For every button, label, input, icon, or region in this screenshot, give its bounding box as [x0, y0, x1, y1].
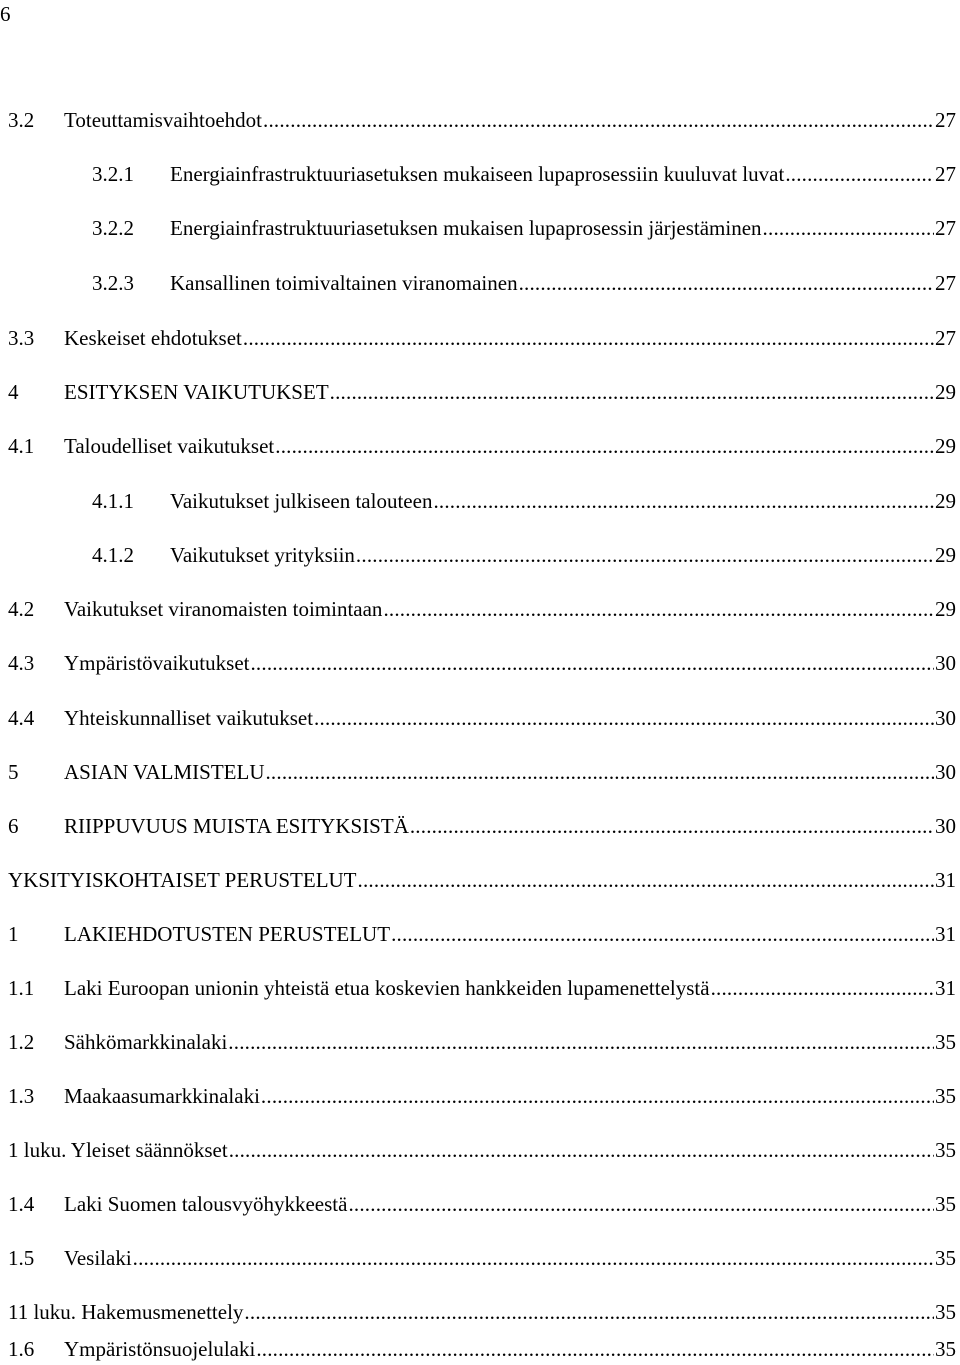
toc-entry-title: Kansallinen toimivaltainen viranomainen	[170, 271, 518, 295]
toc-dot-leader	[314, 703, 934, 733]
toc-entry-title: Ympäristönsuojelulaki	[64, 1337, 256, 1361]
toc-entry-number: 1.6	[8, 1337, 35, 1361]
toc-entry-title: ASIAN VALMISTELU	[64, 760, 265, 784]
toc-entry[interactable]	[0, 594, 960, 624]
toc-entry-title: Vaikutukset julkiseen talouteen	[170, 489, 433, 513]
toc-entry[interactable]	[0, 1243, 960, 1273]
toc-dot-leader	[410, 811, 934, 841]
toc-dot-leader	[263, 105, 934, 135]
toc-entry[interactable]	[0, 268, 960, 298]
toc-entry[interactable]	[0, 540, 960, 570]
toc-entry-page: 29	[935, 380, 956, 404]
toc-entry-number: 1	[8, 922, 19, 946]
toc-entry-title: ESITYKSEN VAIKUTUKSET	[64, 380, 329, 404]
toc-dot-leader	[229, 1135, 934, 1165]
toc-entry-number: 3.2.2	[92, 216, 134, 240]
toc-entry-page: 35	[935, 1084, 956, 1108]
toc-dot-leader	[383, 594, 934, 624]
toc-dot-leader	[711, 973, 934, 1003]
toc-entry[interactable]	[0, 648, 960, 678]
toc-dot-leader	[244, 1297, 934, 1327]
toc-dot-leader	[391, 919, 934, 949]
toc-entry-page: 27	[935, 108, 956, 132]
toc-entry-title: Laki Suomen talousvyöhykkeestä	[64, 1192, 348, 1216]
toc-dot-leader	[228, 1027, 934, 1057]
toc-entry[interactable]	[0, 1297, 960, 1327]
toc-entry[interactable]	[0, 703, 960, 733]
toc-entry[interactable]	[0, 323, 960, 353]
toc-entry[interactable]	[0, 431, 960, 461]
toc-dot-leader	[133, 1243, 934, 1273]
toc-dot-leader	[275, 431, 934, 461]
toc-entry-number: 4.1.1	[92, 489, 134, 513]
toc-entry-page: 35	[935, 1300, 956, 1324]
toc-entry-number: 6	[8, 814, 19, 838]
toc-entry-page: 31	[935, 922, 956, 946]
toc-entry-title: YKSITYISKOHTAISET PERUSTELUT	[8, 868, 357, 892]
toc-entry-page: 29	[935, 543, 956, 567]
toc-entry-page: 27	[935, 162, 956, 186]
toc-entry[interactable]	[0, 1189, 960, 1219]
toc-entry-title: 11 luku. Hakemusmenettely	[8, 1300, 244, 1324]
toc-dot-leader	[256, 1334, 934, 1364]
toc-entry-page: 27	[935, 326, 956, 350]
toc-entry-page: 30	[935, 651, 956, 675]
toc-entry-number: 1.1	[8, 976, 35, 1000]
toc-entry-page: 29	[935, 434, 956, 458]
toc-entry[interactable]	[0, 105, 960, 135]
toc-entry-title: Yhteiskunnalliset vaikutukset	[64, 706, 314, 730]
toc-entry-title: Laki Euroopan unionin yhteistä etua koskevien hankkeiden lupamenettelystä	[64, 976, 710, 1000]
toc-dot-leader	[250, 648, 934, 678]
toc-entry-title: Maakaasumarkkinalaki	[64, 1084, 260, 1108]
toc-entry-number: 1.3	[8, 1084, 35, 1108]
toc-dot-leader	[261, 1081, 934, 1111]
toc-entry-number: 4.3	[8, 651, 35, 675]
toc-entry-title: LAKIEHDOTUSTEN PERUSTELUT	[64, 922, 391, 946]
toc-entry[interactable]	[0, 159, 960, 189]
toc-entry-title: Taloudelliset vaikutukset	[64, 434, 275, 458]
toc-dot-leader	[785, 159, 934, 189]
toc-entry[interactable]	[0, 973, 960, 1003]
toc-entry[interactable]	[0, 213, 960, 243]
toc-entry-page: 30	[935, 814, 956, 838]
toc-entry-page: 35	[935, 1138, 956, 1162]
toc-entry-number: 3.2.1	[92, 162, 134, 186]
toc-entry[interactable]	[0, 486, 960, 516]
toc-dot-leader	[265, 757, 934, 787]
toc-entry-title: RIIPPUVUUS MUISTA ESITYKSISTÄ	[64, 814, 409, 838]
toc-entry[interactable]	[0, 811, 960, 841]
toc-entry-title: Vaikutukset viranomaisten toimintaan	[64, 597, 383, 621]
toc-entry[interactable]	[0, 1135, 960, 1165]
toc-entry[interactable]	[0, 757, 960, 787]
toc-entry[interactable]	[0, 377, 960, 407]
toc-dot-leader	[348, 1189, 934, 1219]
toc-entry-title: Energiainfrastruktuuriasetuksen mukaisen lupaprosessin järjestäminen	[170, 216, 762, 240]
toc-entry-page: 31	[935, 976, 956, 1000]
toc-dot-leader	[519, 268, 934, 298]
toc-entry-page: 27	[935, 271, 956, 295]
toc-entry-number: 5	[8, 760, 19, 784]
toc-dot-leader	[243, 323, 934, 353]
toc-entry-page: 35	[935, 1192, 956, 1216]
toc-entry-number: 4	[8, 380, 19, 404]
toc-entry-page: 35	[935, 1337, 956, 1361]
toc-dot-leader	[330, 377, 934, 407]
toc-entry[interactable]	[0, 1081, 960, 1111]
toc-entry-title: Keskeiset ehdotukset	[64, 326, 242, 350]
toc-entry-page: 29	[935, 489, 956, 513]
toc-entry[interactable]	[0, 865, 960, 895]
toc-entry[interactable]	[0, 919, 960, 949]
toc-entry-page: 31	[935, 868, 956, 892]
toc-entry-number: 4.1	[8, 434, 35, 458]
toc-entry-page: 27	[935, 216, 956, 240]
toc-entry[interactable]	[0, 1027, 960, 1057]
toc-entry-title: Toteuttamisvaihtoehdot	[64, 108, 262, 132]
toc-dot-leader	[433, 486, 934, 516]
page-number: 6	[0, 2, 11, 26]
toc-entry-number: 1.5	[8, 1246, 35, 1270]
toc-entry-page: 29	[935, 597, 956, 621]
toc-entry-number: 4.1.2	[92, 543, 134, 567]
toc-entry-title: Vaikutukset yrityksiin	[170, 543, 355, 567]
toc-entry-page: 35	[935, 1030, 956, 1054]
toc-dot-leader	[763, 213, 934, 243]
toc-entry-page: 30	[935, 760, 956, 784]
toc-dot-leader	[358, 865, 934, 895]
toc-entry[interactable]	[0, 1334, 960, 1364]
toc-entry-number: 3.2	[8, 108, 35, 132]
toc-dot-leader	[356, 540, 934, 570]
toc-entry-page: 30	[935, 706, 956, 730]
toc-entry-title: Energiainfrastruktuuriasetuksen mukaiseen lupaprosessiin kuuluvat luvat	[170, 162, 785, 186]
toc-entry-title: Vesilaki	[64, 1246, 132, 1270]
toc-entry-number: 4.4	[8, 706, 35, 730]
toc-entry-number: 1.2	[8, 1030, 35, 1054]
toc-entry-title: 1 luku. Yleiset säännökset	[8, 1138, 228, 1162]
toc-entry-number: 4.2	[8, 597, 35, 621]
toc-entry-number: 3.2.3	[92, 271, 134, 295]
toc-entry-number: 1.4	[8, 1192, 35, 1216]
toc-entry-title: Sähkömarkkinalaki	[64, 1030, 228, 1054]
toc-entry-title: Ympäristövaikutukset	[64, 651, 250, 675]
toc-entry-number: 3.3	[8, 326, 35, 350]
toc-entry-page: 35	[935, 1246, 956, 1270]
